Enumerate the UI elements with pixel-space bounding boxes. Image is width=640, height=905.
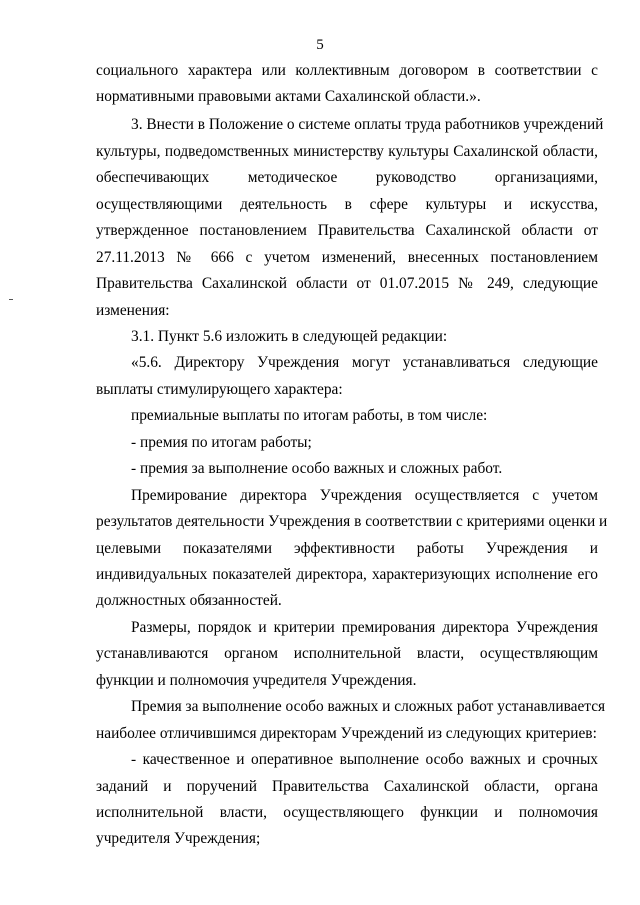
text-line: Премия за выполнение особо важных и сложных работ устанавливается <box>131 698 606 715</box>
text-line: целевыми показателями эффективности работы Учреждения и <box>96 540 598 557</box>
text-line: премиальные выплаты по итогам работы, в том числе: <box>131 407 488 424</box>
text-line: культуры, подведомственных министерству культуры Сахалинской области, <box>96 143 598 160</box>
text-line: 27.11.2013 № 666 с учетом изменений, внесенных постановлением <box>96 249 598 266</box>
page-number: 5 <box>316 37 324 53</box>
text-line: 3. Внести в Положение о системе оплаты труда работников учреждений <box>131 116 604 133</box>
text-line: обеспечивающих методическое руководство организациями, <box>96 169 598 186</box>
list-item: - премия за выполнение особо важных и сложных работ. <box>131 460 503 477</box>
text-line: осуществляющими деятельность в сфере культуры и искусства, <box>96 196 598 213</box>
text-line: индивидуальных показателей директора, характеризующих исполнение его <box>96 566 598 583</box>
margin-mark <box>9 299 13 300</box>
text-line: учредителя Учреждения; <box>96 830 261 847</box>
text-line: устанавливаются органом исполнительной власти, осуществляющим <box>96 645 598 662</box>
text-line: Премирование директора Учреждения осуществляется с учетом <box>131 487 598 504</box>
text-line: Размеры, порядок и критерии премирования директора Учреждения <box>131 619 598 636</box>
text-line: утвержденное постановлением Правительства Сахалинской области от <box>96 222 598 239</box>
list-item: - качественное и оперативное выполнение особо важных и срочных <box>131 751 598 768</box>
text-line: изменения: <box>96 302 170 319</box>
text-line: 3.1. Пункт 5.6 изложить в следующей редакции: <box>131 328 448 345</box>
text-line: функции и полномочия учредителя Учреждения. <box>96 672 417 689</box>
text-line: нормативными правовыми актами Сахалинской области.». <box>96 88 481 105</box>
list-item: - премия по итогам работы; <box>131 434 312 451</box>
text-line: исполнительной власти, осуществляющего функции и полномочия <box>96 804 598 821</box>
text-line: заданий и поручений Правительства Сахалинской области, органа <box>96 778 598 795</box>
text-line: должностных обязанностей. <box>96 592 282 609</box>
text-line: Правительства Сахалинской области от 01.07.2015 № 249, следующие <box>96 275 598 292</box>
text-line: «5.6. Директору Учреждения могут устанавливаться следующие <box>131 354 598 371</box>
text-line: наиболее отличившимся директорам Учреждений из следующих критериев: <box>96 725 597 742</box>
text-line: результатов деятельности Учреждения в соответствии с критериями оценки и <box>96 513 608 530</box>
text-line: социального характера или коллективным договором в соответствии с <box>96 62 598 79</box>
text-line: выплаты стимулирующего характера: <box>96 381 343 398</box>
